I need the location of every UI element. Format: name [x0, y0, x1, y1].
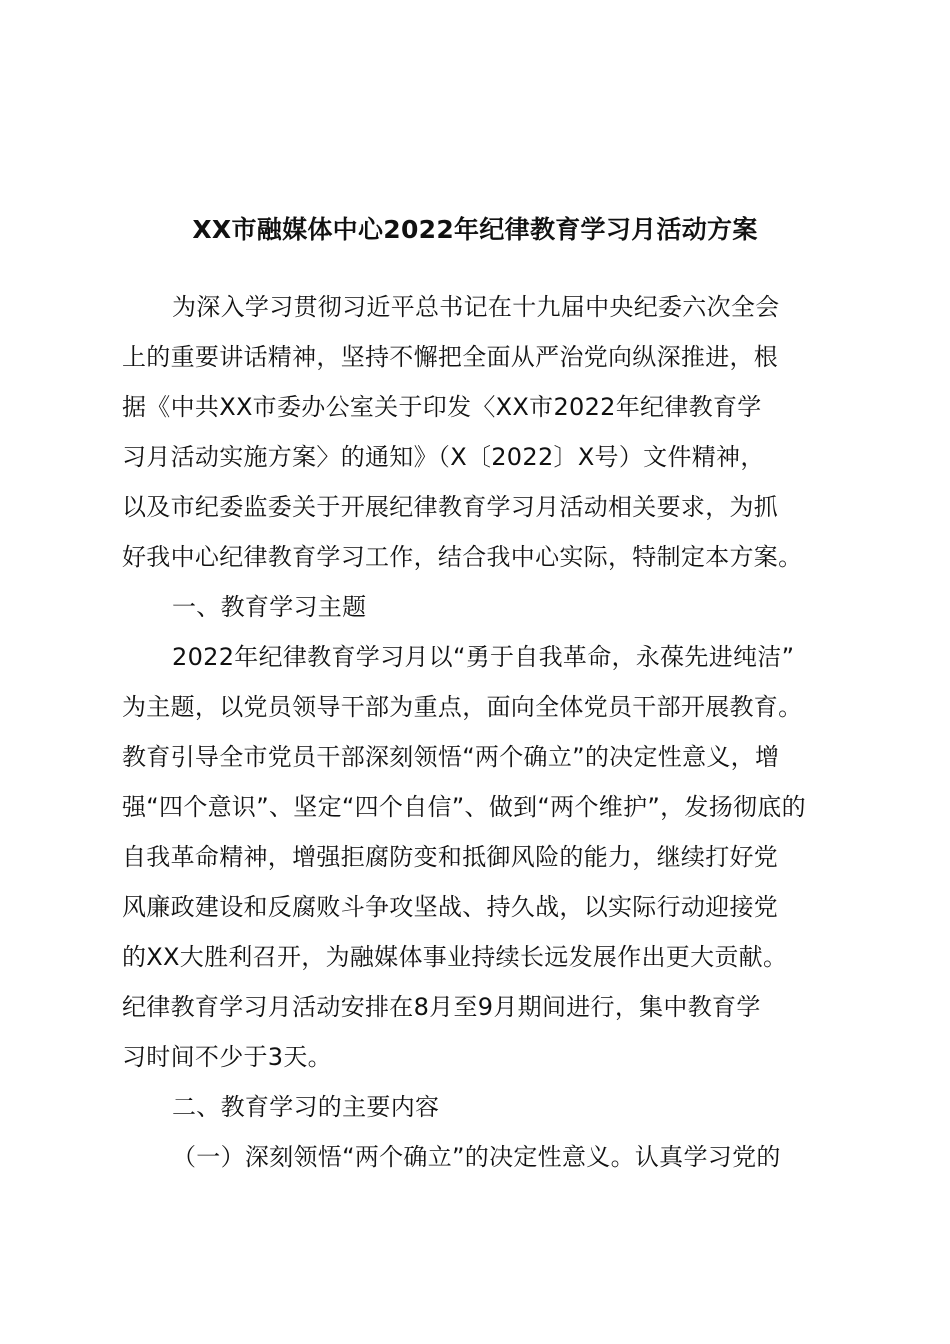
paragraph-line: 为深入学习贯彻习近平总书记在十九届中央纪委六次全会: [172, 293, 780, 321]
paragraph-line: 以及市纪委监委关于开展纪律教育学习月活动相关要求，为抓: [122, 493, 779, 521]
section-heading-2: 二、教育学习的主要内容: [172, 1093, 440, 1121]
paragraph-line: 为主题，以党员领导干部为重点，面向全体党员干部开展教育。: [122, 693, 803, 721]
paragraph-line: 风廉政建设和反腐败斗争攻坚战、持久战，以实际行动迎接党: [122, 893, 779, 921]
document-body: [122, 282, 834, 1182]
paragraph-line: 习月活动实施方案〉的通知》（X〔2022〕X号）文件精神，: [122, 443, 765, 471]
document-title: XX市融媒体中心2022年纪律教育学习月活动方案: [192, 215, 758, 244]
paragraph-line: 自我革命精神，增强拒腐防变和抵御风险的能力，继续打好党: [122, 843, 779, 871]
paragraph-line: 教育引导全市党员干部深刻领悟“两个确立”的决定性意义，增: [122, 743, 780, 771]
section-heading-1: 一、教育学习主题: [172, 593, 367, 621]
paragraph-line: （一）深刻领悟“两个确立”的决定性意义。认真学习党的: [172, 1143, 781, 1171]
paragraph-line: 据《中共XX市委办公室关于印发〈XX市2022年纪律教育学: [122, 393, 762, 421]
paragraph-line: 的XX大胜利召开，为融媒体事业持续长远发展作出更大贡献。: [122, 943, 788, 971]
paragraph-line: 纪律教育学习月活动安排在8月至9月期间进行，集中教育学: [122, 993, 761, 1021]
paragraph-line: 好我中心纪律教育学习工作，结合我中心实际，特制定本方案。: [122, 543, 803, 571]
paragraph-line: 习时间不少于3天。: [122, 1043, 332, 1071]
paragraph-line: 强“四个意识”、坚定“四个自信”、做到“两个维护”，发扬彻底的: [122, 793, 806, 821]
paragraph-line: 上的重要讲话精神，坚持不懈把全面从严治党向纵深推进，根: [122, 343, 779, 371]
paragraph-line: 2022年纪律教育学习月以“勇于自我革命，永葆先进纯洁”: [172, 643, 795, 671]
